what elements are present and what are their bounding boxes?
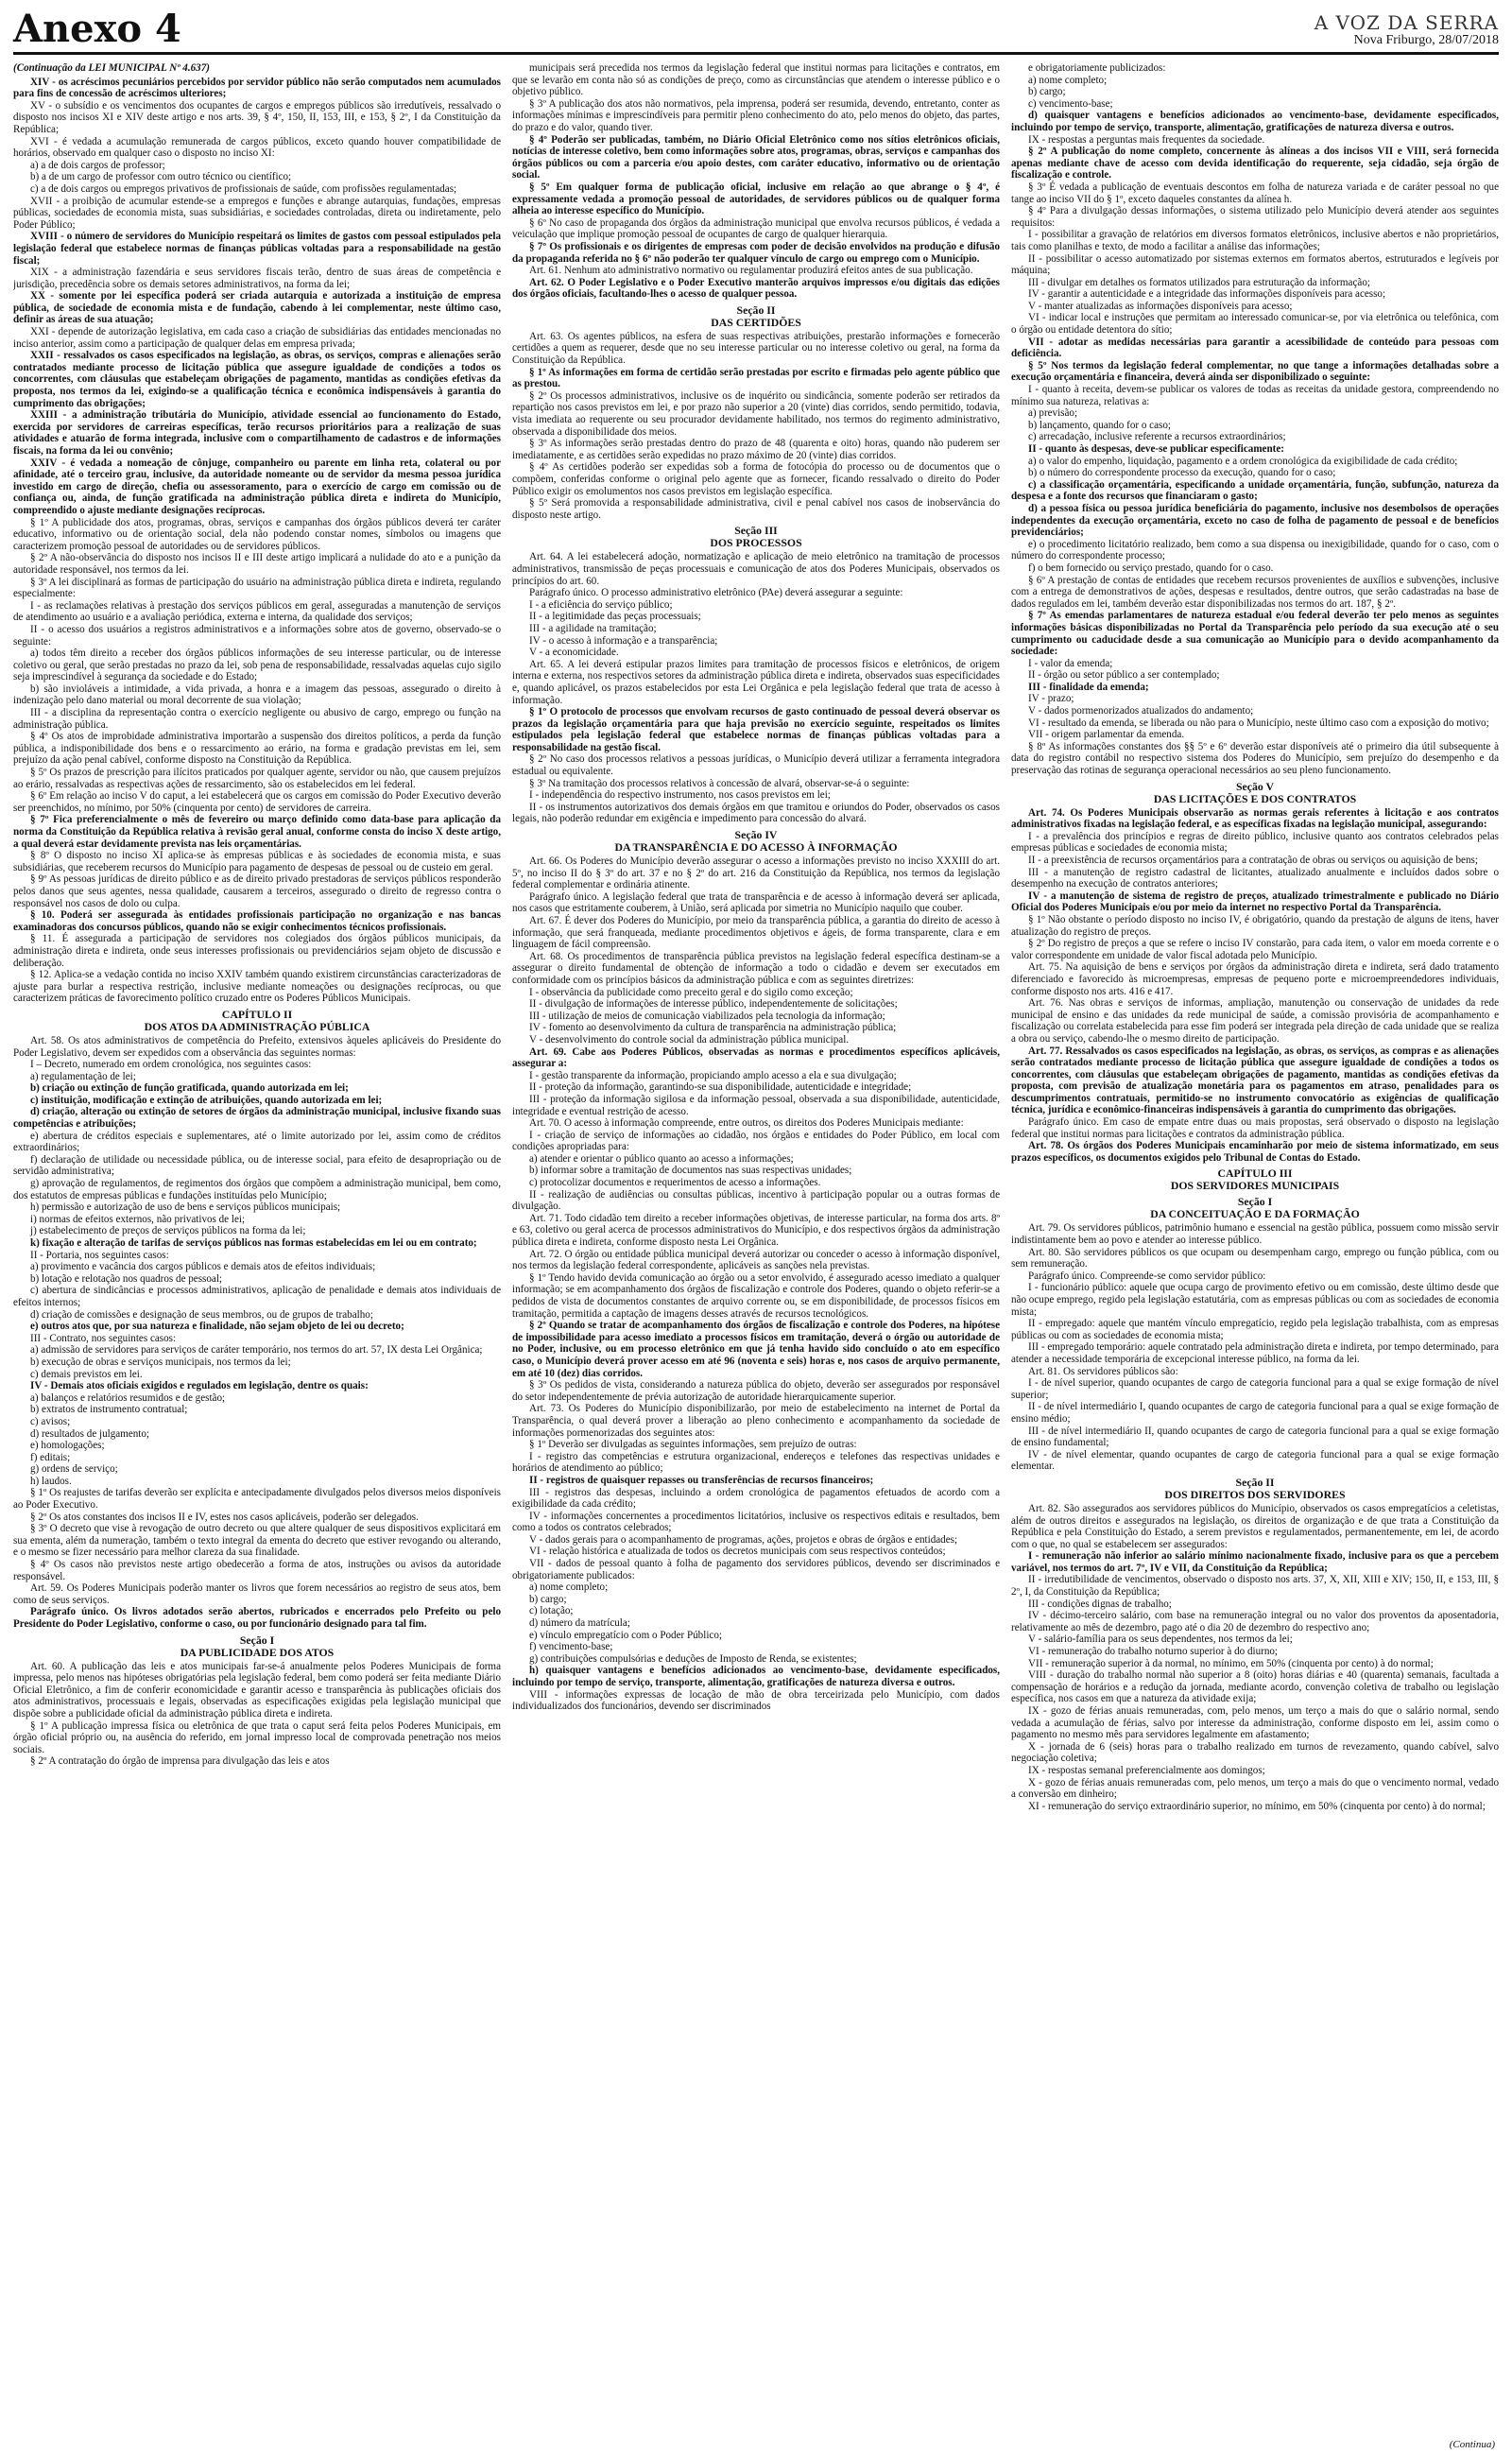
law-paragraph: municipais será precedida nos termos da legislação federal que institui normas para licitações e contratos, em que se levarão em conta não só as condições de preço, como as circunstâncias que atendem o interesse público e o objetivo público.: [512, 62, 1000, 98]
law-paragraph: e obrigatoriamente publicizados:: [1028, 62, 1166, 74]
law-paragraph: I - possibilitar a gravação de relatórios em diversos formatos eletrônicos, inclusive abertos e não proprietários, tais como planilhas e texto, de modo a facilitar a análise das informações;: [1011, 229, 1499, 252]
law-paragraph: Art. 59. Os Poderes Municipais poderão manter os livros que forem necessários ao registro de seus atos, bem como de seus serviços.: [13, 1582, 501, 1606]
law-paragraph: j) estabelecimento de preços de serviços públicos na forma da lei;: [30, 1225, 306, 1237]
law-paragraph: e) outros atos que, por sua natureza e finalidade, não sejam objeto de lei ou decreto;: [30, 1321, 404, 1333]
law-paragraph: f) editais;: [30, 1451, 71, 1463]
law-paragraph: IV - a manutenção de sistema de registro de preços, atualizado trimestralmente e publicado no Diário Oficial dos Poderes Municipais e/ou por meio da internet no respectivo Portal da Transparência.: [1011, 890, 1499, 914]
law-paragraph: XVII - a proibição de acumular estende-se a empregos e funções e abrange autarquias, fundações, empresas públicas, sociedades de economia mista, suas subsidiárias, e sociedades controladas, direta ou indiretamente, pelo Poder Público;: [13, 195, 501, 231]
law-paragraph: § 7º Os profissionais e os dirigentes de empresas com poder de decisão envolvidos na produção e difusão da propaganda referida no § 6º não poderão ter qualquer vínculo de cargo ou emprego com o Município.: [512, 240, 1000, 265]
law-paragraph: § 1º Não obstante o período disposto no inciso IV, é obrigatório, quando da prestação de alguns de itens, haver atualização do registro de preços.: [1011, 913, 1499, 938]
law-paragraph: IX - gozo de férias anuais remuneradas, com, pelo menos, um terço a mais do que o salário normal, sendo vedada a acumulação de férias, salvo por interesse da administração, conforme disposto em lei, assim como o pagamento no mesmo mês para servidores legalmente em afastamento;: [1011, 1705, 1499, 1741]
law-paragraph: § 3º A publicação dos atos não normativos, pela imprensa, poderá ser resumida, devendo, entretanto, conter as informações mínimas e imprescindíveis para permitir pleno conhecimento do ato, pelo menos do objeto, das partes, do prazo e do valor, quando tiver.: [512, 97, 1000, 133]
law-paragraph: d) criação de comissões e designação de seus membros, ou de grupos de trabalho;: [30, 1308, 373, 1321]
section-heading: [512, 304, 1000, 329]
publication-date: Nova Friburgo, 28/07/2018: [1353, 33, 1499, 47]
law-paragraph: § 2º A contratação do órgão de imprensa para divulgação das leis e atos: [30, 1755, 330, 1768]
law-paragraph: II - irredutibilidade de vencimentos, observado o disposto nos arts. 37, X, XII, XIII e XIV; 150, II, e 153, III, § 2º, I, da Constituição da República;: [1011, 1574, 1499, 1599]
law-paragraph: III - divulgar em detalhes os formatos utilizados para estruturação da informação;: [1028, 276, 1370, 288]
law-paragraph: IV - informações concernentes a procedimentos licitatórios, inclusive os respectivos editais e resultados, bem como a todos os contratos celebrados;: [512, 1510, 1000, 1534]
law-paragraph: a) nome completo;: [529, 1581, 609, 1594]
law-paragraph: Art. 79. Os servidores públicos, patrimônio humano e essencial na gestão pública, possuem como missão servir indistintamente bem ao povo e atender ao interesse público.: [1011, 1222, 1499, 1247]
law-paragraph: c) avisos;: [30, 1415, 71, 1427]
section-title: DA CONCEITUAÇÃO E DA FORMAÇÃO: [1150, 1207, 1360, 1221]
law-paragraph: a) regulamentação de lei;: [30, 1070, 136, 1082]
law-paragraph: Art. 70. O acesso à informação compreende, entre outros, os direitos dos Poderes Municipais mediante:: [529, 1117, 964, 1130]
law-paragraph: V - salário-família para os seus dependentes, nos termos da lei;: [1028, 1633, 1293, 1646]
section-heading: [512, 525, 1000, 549]
law-paragraph: § 5º Em qualquer forma de publicação oficial, inclusive em relação ao que abrange o § 4º, é expressamente vedada a promoção pessoal de autoridades, de servidores públicos ou de qualquer forma alheia ao interesse específico do Município.: [512, 181, 1000, 217]
law-paragraph: IV - o acesso à informação e a transparência;: [529, 634, 718, 647]
law-paragraph: § 1º A publicação impressa física ou eletrônica de que trata o caput será feita pelos Poderes Municipais, em órgão oficial próprio ou, na ausência do referido, em jornal impresso local de comprovada penetração nos meios sociais.: [13, 1720, 501, 1755]
section-title: DOS DIREITOS DOS SERVIDORES: [1164, 1487, 1346, 1501]
law-paragraph: d) resultados de julgamento;: [30, 1427, 150, 1440]
law-paragraph: a) previsão;: [1028, 407, 1078, 420]
law-paragraph: Art. 62. O Poder Legislativo e o Poder Executivo manterão arquivos impressos e/ou digitais das edições dos órgãos oficiais, facultando-lhes o acesso de qualquer pessoa.: [512, 276, 1000, 301]
law-paragraph: Art. 61. Nenhum ato administrativo normativo ou regulamentar produzirá efeitos antes de sua publicação.: [529, 265, 973, 277]
law-paragraph: II - proteção da informação, garantindo-se sua disponibilidade, autenticidade e integridade;: [529, 1081, 912, 1094]
law-paragraph: a) admissão de servidores para serviços de caráter temporário, nos termos do art. 57, IX desta Lei Orgânica;: [30, 1344, 483, 1357]
law-paragraph: Art. 69. Cabe aos Poderes Públicos, observadas as normas e procedimentos específicos aplicáveis, assegurar a:: [512, 1046, 1000, 1070]
law-paragraph: c) a classificação orçamentária, especificando a unidade orçamentária, função, subfunção, natureza da despesa e a fonte dos recursos que financiaram o gasto;: [1011, 478, 1499, 503]
law-paragraph: VIII - informações expressas de locação de mão de obra terceirizada pelo Município, com dados individualizados dos funcionários, devendo ser discriminados: [512, 1688, 1000, 1713]
law-paragraph: I - as reclamações relativas à prestação dos serviços públicos em geral, asseguradas a manutenção de serviços de atendimento ao usuário e a avaliação periódica, externa e interna, da qualidade dos serviços;: [13, 599, 501, 624]
law-paragraph: c) demais previstos em lei.: [30, 1368, 143, 1380]
law-paragraph: § 7º Fica preferencialmente o mês de fevereiro ou março definido como data-base para aplicação da norma da Constituição da República relativa à revisão geral anual, conforme consta do inciso X deste artigo, a qual deverá estar devidamente prevista nas leis orçamentárias.: [13, 814, 501, 850]
law-paragraph: I - valor da emenda;: [1028, 657, 1113, 669]
law-paragraph: VI - indicar local e instruções que permitam ao interessado comunicar-se, por via eletrônica ou telefônica, com o órgão ou entidade detentora do sítio;: [1011, 312, 1499, 337]
law-paragraph: § 7º As emendas parlamentares de natureza estadual e/ou federal deverão ter pelo menos as seguintes informações básicas disponibilizadas no Portal da Transparência pelo período da sua execução até o seu cumprimento ou caducidade desde a sua comunicação ao Município para o devido acompanhamento da sociedade:: [1011, 610, 1499, 658]
law-paragraph: § 1º Os reajustes de tarifas deverão ser explícita e antecipadamente divulgados pelos diversos meios disponíveis ao Poder Executivo.: [13, 1487, 501, 1512]
law-paragraph: III - de nível intermediário II, quando ocupantes de cargo de categoria funcional para a qual se exige formação de ensino fundamental;: [1011, 1425, 1499, 1449]
law-paragraph: IV - Demais atos oficiais exigidos e regulados em legislação, dentre os quais:: [30, 1380, 369, 1392]
law-paragraph: II - o acesso dos usuários a registros administrativos e a informações sobre atos de governo, observado-se o seguinte:: [13, 623, 501, 648]
law-paragraph: § 4º Os casos não previstos neste artigo obedecerão a forma de atos, instruções ou avisos da autoridade responsável.: [13, 1559, 501, 1582]
law-paragraph: XX - somente por lei específica poderá ser criada autarquia e autorizada a instituição de empresa pública, de sociedade de economia mista e de fundação, cabendo à lei complementar, neste último caso, definir as áreas de sua atuação;: [13, 290, 501, 326]
law-paragraph: Parágrafo único. A legislação federal que trata de transparência e de acesso à informação deverá ser aplicada, nos casos que estritamente couberem, à União, será aplicada por simetria no Município naquilo que couber.: [512, 890, 1000, 915]
law-paragraph: I - funcionário público: aquele que ocupa cargo de provimento efetivo ou em comissão, deste último desde que não ocupe emprego, regido pela legislação estatutária, com as empresas públicas ou com as sociedades de economia mista;: [1011, 1282, 1499, 1318]
law-paragraph: Art. 73. Os Poderes do Município disponibilizarão, por meio de estabelecimento na internet de Portal da Transparência, o qual deverá prover a liberação ao pleno conhecimento e acompanhamento da sociedade de informações pormenorizadas dos seguintes atos:: [512, 1403, 1000, 1439]
law-paragraph: § 12. Aplica-se a vedação contida no inciso XXIV também quando existirem circunstâncias caracterizadoras de ajuste para burlar a respectiva restrição, inclusive mediante nomeações ou designações recíprocas, ou que caracterizem práticas de favorecimento político cruzado entre os Poderes Públicos Municipais.: [13, 969, 501, 1005]
law-paragraph: § 4º Os atos de improbidade administrativa importarão a suspensão dos direitos políticos, a perda da função pública, a indisponibilidade dos bens e o ressarcimento ao erário, na forma e gradação previstas em lei, sem prejuízo da ação penal cabível, conforme disposto na Constituição da República.: [13, 731, 501, 767]
law-paragraph: Art. 76. Nas obras e serviços de informas, ampliação, manutenção ou conservação de unidades da rede municipal de ensino e das unidades da rede municipal de saúde, a comissão provisória de acompanhamento e fiscalização ou correlata estabelecida para esse fim poderá ser integrada pela direção de cada unidade que se realiza a obra ou serviço, cabendo-lhe o mesmo direito de participação.: [1011, 997, 1499, 1045]
law-paragraph: a) nome completo;: [1028, 74, 1108, 86]
law-paragraph: Art. 72. O órgão ou entidade pública municipal deverá autorizar ou conceder o acesso à informação disponível, nos termos da legislação federal correspondente, aplicáveis as sanções nela previstas.: [512, 1248, 1000, 1272]
law-paragraph: VII - origem parlamentar da emenda.: [1028, 729, 1185, 741]
law-paragraph: g) ordens de serviço;: [30, 1463, 118, 1476]
law-paragraph: § 2º Quando se tratar de acompanhamento dos órgãos de fiscalização e controle dos Poderes, na hipótese de impossibilidade para acesso imediato a processos físicos em tramitação, deverá o órgão ou autoridade de no Poder, inclusive, ou em processo eletrônico em que já tenha havido sido concluído o ato em específico caso, o Município deverá prover acesso em até 96 (noventa e seis) horas e, nos casos de arquivo permanente, em até 10 (dez) dias corridos.: [512, 1320, 1000, 1379]
section-heading: [512, 829, 1000, 854]
law-paragraph: § 1º A publicidade dos atos, programas, obras, serviços e campanhas dos órgãos públicos deverá ter caráter educativo, informativo ou de orientação social, dela não podendo constar nomes, símbolos ou imagens que caracterizem promoção pessoal de autoridades ou de servidores públicos.: [13, 516, 501, 552]
law-paragraph: II - empregado: aquele que mantém vínculo empregatício, regido pela legislação trabalhista, com as empresas públicas ou com as sociedades de economia mista;: [1011, 1318, 1499, 1341]
law-paragraph: III - proteção da informação sigilosa e da informação pessoal, observada a sua disponibilidade, autenticidade, integridade e eventual restrição de acesso.: [512, 1093, 1000, 1117]
law-paragraph: f) vencimento-base;: [529, 1641, 613, 1653]
law-paragraph: § 9º As pessoas jurídicas de direito público e as de direito privado prestadoras de serviços públicos responderão pelos danos que seus agentes, nessa qualidade, causarem a terceiros, assegurado o direito de regresso contra o responsável nos casos de dolo ou culpa.: [13, 873, 501, 909]
law-paragraph: V - desenvolvimento do controle social da administração pública municipal.: [529, 1033, 850, 1046]
law-paragraph: § 8º As informações constantes dos §§ 5º e 6º deverão estar disponíveis até o primeiro dia útil subsequente à data do registro contábil no respectivo sistema dos Poderes do Município, sem prejuízo do desempenho e da preservação das rotinas de segurança operacional necessários ao seu pleno funcionamento.: [1011, 740, 1499, 777]
law-paragraph: VIII - duração do trabalho normal não superior a 8 (oito) horas diárias e 40 (quarenta) semanais, facultada a compensação de horários e a redução da jornada, mediante acordo, convenção coletiva de trabalho ou legislação específica, nos casos em que a natureza da atividade exija;: [1011, 1669, 1499, 1705]
law-paragraph: § 4º As certidões poderão ser expedidas sob a forma de fotocópia do processo ou de documentos que o compõem, conferidas conforme o original pelo agente que as fornecer, ficando ressalvado o direito do Poder Público exigir os emolumentos nos casos previstos em legislação específica.: [512, 461, 1000, 497]
section-title: DA TRANSPARÊNCIA E DO ACESSO À INFORMAÇÃO: [614, 840, 898, 855]
law-paragraph: e) abertura de créditos especiais e suplementares, até o limite autorizado por lei, assim como de créditos extraordinários;: [13, 1130, 501, 1154]
law-paragraph: § 6º Em relação ao inciso V do caput, a lei estabelecerá que os cargos em comissão do Poder Executivo deverão ser preenchidos, no mínimo, por 50% (cinquenta por cento) de servidores de carreira.: [13, 790, 501, 814]
law-paragraph: XV - o subsídio e os vencimentos dos ocupantes de cargos e empregos públicos são irredutíveis, ressalvado o disposto nos incisos XI e XIV deste artigo e nos arts. 39, § 4º, 150, II, 153, III, e 153, § 2º, I da Constituição da República;: [13, 99, 501, 135]
law-paragraph: V - manter atualizadas as informações disponíveis para acesso;: [1028, 300, 1293, 312]
law-paragraph: Art. 82. São assegurados aos servidores públicos do Município, observados os casos empregatícios a celetistas, além de outros direitos e assegurados na legislação, os direitos de organização e de que trata a Constituição da República e pela Constituição do Estado, a serem previstos e regulamentados, permanentemente, em lei, de acordo com o que, no qual se estabelecem ser assegurados:: [1011, 1502, 1499, 1550]
law-paragraph: c) abertura de sindicâncias e processos administrativos, aplicação de penalidade e demais atos individuais de efeitos internos;: [13, 1285, 501, 1308]
section-heading: [13, 1009, 501, 1033]
section-title: DOS SERVIDORES MUNICIPAIS: [1170, 1179, 1340, 1193]
law-paragraph: XXIV - é vedada a nomeação de cônjuge, companheiro ou parente em linha reta, colateral ou por afinidade, até o terceiro grau, inclusive, da autoridade nomeante ou de servidor da mesma pessoa jurídica investido em cargo de direção, chefia ou assessoramento, para o exercício de cargo em comissão ou de confiança ou, ainda, de função gratificada na administração pública direta e indireta do Município, compreendido o ajuste mediante designações recíprocas.: [13, 457, 501, 516]
section-number: Seção IV: [734, 828, 778, 842]
law-paragraph: Art. 80. São servidores públicos os que ocupam ou desempenham cargo, emprego ou função pública, com ou sem remuneração.: [1011, 1246, 1499, 1270]
text-column-2: [512, 62, 1000, 2433]
law-paragraph: § 6º No caso de propaganda dos órgãos da administração municipal que envolva recursos públicos, é vedada a veiculação que implique promoção pessoal de ocupantes de cargo de qualquer hierarquia.: [512, 216, 1000, 241]
law-paragraph: Art. 63. Os agentes públicos, na esfera de suas respectivas atribuições, prestarão informações e fornecerão certidões a quem as requerer, desde que no seu interesse particular ou no interesse coletivo ou geral, na forma da Constituição da República.: [512, 330, 1000, 367]
law-paragraph: XI - remuneração do serviço extraordinário superior, no mínimo, em 50% (cinquenta por cento) à do normal;: [1028, 1800, 1486, 1812]
law-paragraph: b) são invioláveis a intimidade, a vida privada, a honra e a imagem das pessoas, assegurado o direito à indenização pelo dano material ou moral decorrente de sua violação;: [13, 683, 501, 707]
law-paragraph: VI - remuneração do trabalho noturno superior à do diurno;: [1028, 1646, 1279, 1658]
newspaper-name: A VOZ DA SERRA: [1314, 11, 1499, 34]
law-paragraph: § 3º Os pedidos de vista, considerando a natureza pública do objeto, deverão ser assegurados por responsável do setor independentemente de prévia autorização de autoridade hierarquicamente superior.: [512, 1379, 1000, 1403]
law-paragraph: § 8º O disposto no inciso XI aplica-se às empresas públicas e às sociedades de economia mista, e suas subsidiárias, que receberem recursos do Município para pagamento de despesas de pessoal ou de custeio em geral.: [13, 850, 501, 873]
law-paragraph: IV - fomento ao desenvolvimento da cultura de transparência na administração pública;: [529, 1022, 897, 1034]
section-number: Seção II: [736, 302, 776, 317]
law-paragraph: § 2º No caso dos processos relativos a pessoas jurídicas, o Município deverá utilizar a ferramenta integradora estadual ou equivalente.: [512, 753, 1000, 778]
law-paragraph: V - a economicidade.: [529, 647, 619, 659]
section-number: CAPÍTULO II: [221, 1007, 293, 1021]
law-paragraph: VII - adotar as medidas necessárias para garantir a acessibilidade de conteúdo para pessoas com deficiência.: [1011, 336, 1499, 360]
law-paragraph: XVI - é vedada a acumulação remunerada de cargos públicos, exceto quando houver compatibilidade de horários, observado em qualquer caso o disposto no inciso XI:: [13, 135, 501, 160]
law-paragraph: VI - relação histórica e atualizada de todos os decretos municipais com seus respectivos conteúdos;: [529, 1546, 946, 1558]
law-paragraph: I - registro das competências e estrutura organizacional, endereços e telefones das respectivas unidades e horários de atendimento ao público;: [512, 1450, 1000, 1475]
law-paragraph: b) lotação e relotação nos quadros de pessoal;: [30, 1272, 223, 1285]
law-paragraph: § 6º A prestação de contas de entidades que recebem recursos provenientes de auxílios e subvenções, inclusive com a entrega de demonstrativos de ações, despesas e resultados, dentre outros, que serão cadastradas na base de dados regulados em lei, também deverão estar disponibilizadas nos termos do art. 187, § 2º.: [1011, 574, 1499, 610]
law-paragraph: § 1º O protocolo de processos que envolvam recursos de gasto continuado de pessoal deverá observar os prazos da legislação orçamentária para que haja previsão no exercício seguinte, respeitados os limites estipulados pela legislação federal que estabelece normas de finanças públicas voltadas para a responsabilidade na gestão fiscal.: [512, 706, 1000, 753]
law-paragraph: d) número da matrícula;: [529, 1617, 630, 1630]
law-paragraph: III - utilização de meios de comunicação viabilizados pela tecnologia da informação;: [529, 1010, 885, 1022]
law-paragraph: II - realização de audiências ou consultas públicas, incentivo à participação popular ou a outras formas de divulgação.: [512, 1188, 1000, 1213]
section-title: DOS ATOS DA ADMINISTRAÇÃO PÚBLICA: [144, 1019, 370, 1033]
law-paragraph: d) a pessoa física ou pessoa jurídica beneficiária do pagamento, inclusive nos desembolsos de operações independentes da execução orçamentária, exceto no caso de folha de pagamento de pessoal e de benefícios previdenciários;: [1011, 502, 1499, 539]
section-heading: [13, 1634, 501, 1659]
section-number: Seção I: [239, 1633, 275, 1647]
law-paragraph: III - a manutenção de registro cadastral de licitantes, atualizado anualmente e incluídos dados sobre o desempenho na execução de contratos anteriores;: [1011, 866, 1499, 890]
section-title: DA PUBLICIDADE DOS ATOS: [180, 1645, 335, 1659]
law-paragraph: II - órgão ou setor público a ser contemplado;: [1028, 669, 1220, 682]
law-paragraph: Art. 64. A lei estabelecerá adoção, normatização e aplicação de meio eletrônico na tramitação de processos administrativos, transmissão de peças processuais e comunicação de atos dos Poderes Municipais, observados os princípios do art. 60.: [512, 551, 1000, 587]
law-paragraph: b) informar sobre a tramitação de documentos nas suas respectivas unidades;: [529, 1165, 852, 1177]
law-paragraph: II - possibilitar o acesso automatizado por sistemas externos em formatos abertos, estruturados e legíveis por máquina;: [1011, 252, 1499, 277]
law-paragraph: Art. 77. Ressalvados os casos especificados na legislação, as obras, os serviços, as compras e as alienações serão contratados mediante processo de licitação pública que assegure igualdade de condições a todos os concorrentes, com cláusulas que estabeleçam obrigações de pagamento, mantidas as condições efetivas da proposta, com previsão de atualização monetária para os pagamentos em atraso, penalidades para os descumprimentos contratuais, permitido-se no instrumento convocatório as exigências de qualificação técnica, jurídica e econômico-financeiras indispensáveis à garantia do cumprimento das obrigações.: [1011, 1045, 1499, 1116]
text-column-1: [13, 62, 501, 2433]
law-paragraph: Art. 75. Na aquisição de bens e serviços por órgãos da administração direta e indireta, será dado tratamento diferenciado e favorecido às microempresas, empresas de pequeno porte e microempreendedores individuais, conforme disposto nos arts. 416 e 417.: [1011, 961, 1499, 997]
section-heading: [1011, 781, 1499, 805]
law-paragraph: b) lançamento, quando for o caso;: [1028, 419, 1171, 431]
law-paragraph: XIV - os acréscimos pecuniários percebidos por servidor público não serão computados nem acumulados para fins de concessão de acréscimos ulteriores;: [13, 76, 501, 100]
law-paragraph: i) normas de efeitos externos, não privativos de lei;: [30, 1213, 246, 1225]
text-columns: [13, 62, 1499, 2433]
law-paragraph: III - empregado temporário: aquele contratado pela administração direta e indireta, por tempo determinado, para atender a necessidade temporária de excepcional interesse público, na forma da lei.: [1011, 1341, 1499, 1365]
law-paragraph: I – Decreto, numerado em ordem cronológica, nos seguintes casos:: [30, 1059, 312, 1071]
section-heading: [1011, 1196, 1499, 1220]
section-number: Seção II: [1235, 1475, 1275, 1489]
law-paragraph: IV - de nível elementar, quando ocupantes de cargo de categoria funcional para a qual se exige formação elementar.: [1011, 1448, 1499, 1473]
law-paragraph: e) vínculo empregatício com o Poder Público;: [529, 1629, 722, 1641]
law-paragraph: II - registros de quaisquer repasses ou transferências de recursos financeiros;: [529, 1474, 874, 1486]
section-title: DAS CERTIDÕES: [711, 315, 801, 329]
law-paragraph: § 4º Para a divulgação dessas informações, o sistema utilizado pelo Município deverá atender aos seguintes requisitos:: [1011, 205, 1499, 229]
section-number: CAPÍTULO III: [1217, 1167, 1293, 1181]
law-paragraph: § 2º Do registro de preços a que se refere o inciso IV constarão, para cada item, o valor em moeda corrente e o valor correspondente em unidade de valor fiscal adotada pelo Município.: [1011, 938, 1499, 961]
law-paragraph: II - divulgação de informações de interesse público, independentemente de solicitações;: [529, 998, 898, 1011]
law-paragraph: VI - resultado da emenda, se liberada ou não para o Município, neste último caso com a exposição do motivo;: [1028, 717, 1489, 729]
law-paragraph: a) atender e orientar o público quanto ao acesso a informações;: [529, 1152, 794, 1165]
text-column-3: [1011, 62, 1499, 2433]
law-paragraph: h) quaisquer vantagens e benefícios adicionados ao vencimento-base, devidamente especificados, incluindo por tempo de serviço, transporte, alimentação, gratificações de natureza diversa e outros.: [512, 1665, 1000, 1688]
law-paragraph: XXIII - a administração tributária do Município, atividade essencial ao funcionamento do Estado, exercida por servidores de carreiras específicas, terão recursos prioritários para a realização de suas atividades e atuarão de forma integrada, inclusive com o compartilhamento de cadastros e de informações fiscais, na forma da lei ou convênio;: [13, 409, 501, 457]
law-paragraph: III - registros das despesas, incluindo a ordem cronológica de pagamentos efetuados de acordo com a exigibilidade da cada crédito;: [512, 1486, 1000, 1511]
continued-marker: (Continua): [1449, 2439, 1495, 2450]
law-paragraph: § 1º Tendo havido devida comunicação ao órgão ou a setor envolvido, é assegurado acesso imediato a qualquer informação; se em acompanhamento dos órgãos de fiscalização e controle dos Poderes, quando o objeto referir-se a pedidos de vista de documentos constantes de arquivo corrente ou, se em disponibilidade, de processos físicos em tramitação, permitida a captação de imagens desses através de recursos tecnológicos.: [512, 1271, 1000, 1320]
law-paragraph: a) a de dois cargos de professor;: [30, 159, 165, 171]
law-paragraph: § 2º Os processos administrativos, inclusive os de inquérito ou sindicância, somente poderão ser retirados da repartição nos casos previstos em lei, e por prazo não superior a 20 (vinte) dias corridos, sendo permitido, todavia, vista imediata ao requerente ou seu procurador devidamente habilitado, nos termos do regimento administrativo, observada a disponibilidade dos meios.: [512, 389, 1000, 438]
law-paragraph: X - gozo de férias anuais remuneradas com, pelo menos, um terço a mais do que o vencimento normal, vedado a conversão em dinheiro;: [1011, 1776, 1499, 1801]
law-paragraph: I - remuneração não inferior ao salário mínimo nacionalmente fixado, inclusive para os que a percebem variável, nos termos do art. 7º, IV e VII, da Constituição da República;: [1011, 1550, 1499, 1574]
law-paragraph: § 11. É assegurada a participação de servidores nos colegiados dos órgãos públicos municipais, da administração direta e indireta, onde seus interesses profissionais ou previdenciários sejam objeto de discussão e deliberação.: [13, 933, 501, 969]
law-paragraph: VII - remuneração superior à da normal, no mínimo, em 50% (cinquenta por cento) à do normal;: [1028, 1657, 1434, 1669]
law-paragraph: c) protocolizar documentos e requerimentos de acesso a informações.: [529, 1177, 821, 1189]
law-paragraph: a) provimento e vacância dos cargos públicos e demais atos de efeitos individuais;: [30, 1261, 376, 1273]
continuation-note: (Continuação da LEI MUNICIPAL Nº 4.637): [13, 62, 210, 74]
law-paragraph: IX - respostas semanal preferencialmente aos domingos;: [1028, 1764, 1265, 1776]
law-paragraph: I - observância da publicidade como preceito geral e do sigilo como exceção;: [529, 986, 853, 998]
law-paragraph: b) cargo;: [1028, 86, 1066, 98]
law-paragraph: b) extratos de instrumento contratual;: [30, 1404, 188, 1416]
section-heading: [1011, 1477, 1499, 1501]
section-number: Seção III: [734, 524, 778, 538]
law-paragraph: Parágrafo único. Em caso de empate entre duas ou mais propostas, será observado o disposto na legislação federal que institui normas para licitações e contratos da administração pública.: [1011, 1116, 1499, 1140]
law-paragraph: Art. 60. A publicação das leis e atos municipais far-se-á anualmente pelos Poderes Municipais de forma impressa, pelo menos nas hipóteses obrigatórias pela legislação federal, bem como poderá ser feita mediante Diário Oficial Eletrônico, a fim de conferir economicidade e garantir acesso e transparência às publicações oficiais dos atos administrativos, processuais e legais, observadas as especificações exigidas pela legislação municipal que dispõe sobre a publicidade oficial da administração pública direta e indireta.: [13, 1660, 501, 1720]
law-paragraph: Parágrafo único. Os livros adotados serão abertos, rubricados e encerrados pelo Prefeito ou pelo Presidente do Poder Legislativo, conforme o caso, ou por funcionário designado para tal fim.: [13, 1606, 501, 1630]
law-paragraph: III - a disciplina da representação contra o exercício negligente ou abusivo de cargo, emprego ou função na administração pública.: [13, 707, 501, 731]
law-paragraph: XXI - depende de autorização legislativa, em cada caso a criação de subsidiárias das entidades mencionadas no inciso anterior, assim como a participação de qualquer delas em empresa privada;: [13, 326, 501, 350]
law-paragraph: XVIII - o número de servidores do Município respeitará os limites de gastos com pessoal estipulados pela legislação federal que estabelece normas de finanças públicas voltadas para a responsabilidade na gestão fiscal;: [13, 231, 501, 267]
law-paragraph: Art. 71. Todo cidadão tem direito a receber informações objetivas, de interesse particular, na forma dos arts. 8º e 63, coletivo ou geral acerca de processos administrativos do Município, e dos respectivos órgãos da administração pública direta e indireta, conforme disposto nesta Lei Orgânica.: [512, 1212, 1000, 1249]
law-paragraph: § 5º Será promovida a responsabilidade administrativa, civil e penal cabível nos casos de inobservância do disposto neste artigo.: [512, 497, 1000, 521]
law-paragraph: Art. 66. Os Poderes do Município deverão assegurar o acesso a informações previsto no inciso XXXIII do art. 5º, no inciso II do § 3º do art. 37 e no § 2º do art. 216 da Constituição da República, nos termos da legislação federal complementar e ordinária atinente.: [512, 855, 1000, 891]
law-paragraph: c) lotação;: [529, 1605, 574, 1617]
law-paragraph: a) balanços e relatórios resumidos e de gestão;: [30, 1391, 226, 1404]
law-paragraph: § 1º As informações em forma de certidão serão prestadas por escrito e firmadas pelo agente público que as prestou.: [512, 366, 1000, 390]
law-paragraph: I - independência do respectivo instrumento, nos casos previstos em lei;: [529, 789, 831, 802]
law-paragraph: § 3º A lei disciplinará as formas de participação do usuário na administração pública direta e indireta, regulando especialmente:: [13, 576, 501, 600]
newspaper-brand: [1314, 12, 1499, 48]
law-paragraph: Art. 58. Os atos administrativos de competência do Prefeito, extensivos àqueles aplicáveis do Presidente do Poder Legislativo, devem ser expedidos com a observância das seguintes normas:: [13, 1034, 501, 1059]
law-paragraph: § 3º Na tramitação dos processos relativos à concessão de alvará, observar-se-á o seguinte:: [529, 777, 910, 789]
law-paragraph: Art. 81. Os servidores públicos são:: [1028, 1365, 1178, 1377]
law-paragraph: § 2º Os atos constantes dos incisos II e IV, estes nos casos aplicáveis, poderão ser delegados.: [30, 1511, 419, 1523]
law-paragraph: X - jornada de 6 (seis) horas para o trabalho realizado em turnos de revezamento, quando cabível, salvo negociação coletiva;: [1011, 1740, 1499, 1765]
law-paragraph: VII - dados de pessoal quanto à folha de pagamento dos servidores públicos, devendo ser discriminados e obrigatoriamente publicados:: [512, 1558, 1000, 1581]
law-paragraph: e) o procedimento licitatório realizado, bem como a sua dispensa ou inexigibilidade, quando for o caso, com o número do correspondente processo;: [1011, 538, 1499, 562]
law-paragraph: V - dados gerais para o acompanhamento de programas, ações, projetos e obras de órgãos e entidades;: [529, 1533, 958, 1546]
law-paragraph: b) cargo;: [529, 1593, 567, 1605]
section-number: Seção V: [1235, 779, 1275, 793]
law-paragraph: V - dados pormenorizados atualizados do andamento;: [1028, 705, 1254, 717]
law-paragraph: II - de nível intermediário I, quando ocupantes de cargo de categoria funcional para a qual se exige formação de ensino médio;: [1011, 1401, 1499, 1425]
law-paragraph: II - a legitimidade das peças processuais;: [529, 611, 701, 623]
law-paragraph: III - Contrato, nos seguintes casos:: [30, 1332, 177, 1344]
law-paragraph: c) arrecadação, inclusive referente a recursos extraordinários;: [1028, 431, 1286, 443]
law-paragraph: IX - respostas a perguntas mais frequentes da sociedade.: [1028, 133, 1265, 146]
law-paragraph: Parágrafo único. Compreende-se como servidor público:: [1028, 1270, 1266, 1282]
law-paragraph: d) quaisquer vantagens e benefícios adicionados ao vencimento-base, devidamente especificados, incluindo por tempo de serviço, transporte, alimentação, gratificações de natureza diversa e outros.: [1011, 110, 1499, 133]
law-paragraph: § 3º As informações serão prestadas dentro do prazo de 48 (quarenta e oito) horas, quando não puderem ser imediatamente, e as certidões serão expedidas no prazo máximo de 20 (vinte) dias corridos.: [512, 438, 1000, 461]
law-paragraph: § 2º A publicação do nome completo, concernente às alíneas a dos incisos VII e VIII, será fornecida apenas mediante chave de acesso com devida identificação do requerente, seja cidadão, seja órgão de fiscalização e controle.: [1011, 146, 1499, 181]
law-paragraph: c) vencimento-base;: [1028, 97, 1113, 110]
law-paragraph: § 10. Poderá ser assegurada às entidades profissionais participação no organização e nas bancas examinadoras dos concursos públicos, quando não se exigir conhecimentos técnicos profissionais.: [13, 909, 501, 933]
law-paragraph: b) a de um cargo de professor com outro técnico ou científico;: [30, 171, 292, 183]
law-paragraph: b) execução de obras e serviços municipais, nos termos da lei;: [30, 1356, 291, 1368]
law-paragraph: g) aprovação de regulamentos, de regimentos dos órgãos que compõem a administração municipal, bem como, dos estatutos de empresas públicas e fundações instituídas pelo Município;: [13, 1178, 501, 1201]
law-paragraph: § 2º A não-observância do disposto nos incisos II e III deste artigo implicará a nulidade do ato e a punição da autoridade responsável, nos termos da lei.: [13, 552, 501, 576]
law-paragraph: III - condições dignas de trabalho;: [1028, 1598, 1172, 1610]
law-paragraph: Art. 67. É dever dos Poderes do Município, por meio da transparência pública, a garantia do direito de acesso à informação, que será franqueada, mediante procedimentos objetivos e ágeis, de forma transparente, clara e em linguagem de fácil compreensão.: [512, 915, 1000, 951]
law-paragraph: II - quanto às despesas, deve-se publicar especificamente:: [1028, 443, 1284, 455]
law-paragraph: XIX - a administração fazendária e seus servidores fiscais terão, dentro de suas áreas de competência e jurisdição, precedência sobre os demais setores administrativos, na forma da lei;: [13, 267, 501, 290]
section-title: DAS LICITAÇÕES E DOS CONTRATOS: [1153, 791, 1357, 805]
law-paragraph: I - a prevalência dos princípios e regras de direito público, inclusive quanto aos contratos celebrados pelas empresas públicas e sociedades de economia mista;: [1011, 830, 1499, 855]
law-paragraph: a) todos têm direito a receber dos órgãos públicos informações de seu interesse particular, ou de interesse coletivo ou geral, que serão prestadas no prazo da lei, sob pena de responsabilidade, ressalvadas aquelas cujo sigilo seja imprescindível à segurança da sociedade e do Estado;: [13, 648, 501, 683]
law-paragraph: a) o valor do empenho, liquidação, pagamento e a ordem cronológica da exigibilidade de cada crédito;: [1028, 455, 1458, 467]
law-paragraph: Parágrafo único. O processo administrativo eletrônico (PAe) deverá assegurar a seguinte:: [529, 587, 903, 599]
section-title: DOS PROCESSOS: [710, 536, 802, 550]
law-paragraph: § 3º É vedada a publicação de eventuais descontos em folha de natureza variada e de caráter pessoal no que tange ao inciso VII do § 1º, exceto daqueles constantes da alínea h.: [1011, 181, 1499, 205]
law-paragraph: § 3º O decreto que vise à revogação de outro decreto ou que altere qualquer de seus dispositivos explicitará em sua ementa, além da numeração, também o texto integral da ementa do decreto que estiver revogando ou alterando, e o mesmo se fizer necessário para melhor clareza da sua finalidade.: [13, 1523, 501, 1559]
law-paragraph: e) homologações;: [30, 1440, 105, 1452]
law-paragraph: k) fixação e alteração de tarifas de serviços públicos nas formas estabelecidas em lei ou em contrato;: [30, 1237, 477, 1249]
law-paragraph: I - quanto à receita, devem-se publicar os valores de todas as receitas da unidade gestora, compreendendo no mínimo sua natureza, relativas a:: [1011, 384, 1499, 407]
law-paragraph: § 4º Poderão ser publicadas, também, no Diário Oficial Eletrônico como nos sítios eletrônicos oficiais, notícias de interesse coletivo, bem como informações sobre atos, programas, obras, serviços e campanhas dos órgãos públicos ou com a parceria e/ou apoio destes, com caráter educativo, informativo ou de orientação social.: [512, 133, 1000, 181]
law-paragraph: Art. 78. Os órgãos dos Poderes Municipais encaminharão por meio de sistema informatizado, em seus prazos específicos, os documentos exigidos pelo Tribunal de Contas do Estado.: [1011, 1140, 1499, 1164]
law-paragraph: Art. 74. Os Poderes Municipais observarão as normas gerais referentes à licitação e aos contratos administrativos fixadas na legislação federal, e as específicas fixadas na legislação municipal, assegurando:: [1011, 806, 1499, 831]
law-paragraph: I - gestão transparente da informação, propiciando amplo acesso a ela e sua divulgação;: [529, 1069, 897, 1081]
law-paragraph: c) instituição, modificação e extinção de atribuições, quando autorizada em lei;: [30, 1094, 383, 1106]
law-paragraph: I - de nível superior, quando ocupantes de cargo de categoria funcional para a qual se exige formação de nível superior;: [1011, 1377, 1499, 1401]
law-paragraph: h) permissão e autorização de uso de bens e serviços públicos municipais;: [30, 1201, 341, 1214]
law-paragraph: f) declaração de utilidade ou necessidade pública, ou de interesse social, para efeito de desapropriação ou de servidão administrativa;: [13, 1153, 501, 1178]
law-paragraph: b) criação ou extinção de função gratificada, quando autorizada em lei;: [30, 1082, 349, 1095]
law-paragraph: I - criação de serviço de informações ao cidadão, nos órgãos e entidades do Poder Público, em local com condições apropriadas para:: [512, 1129, 1000, 1153]
law-paragraph: h) laudos.: [30, 1475, 72, 1487]
law-paragraph: II - os instrumentos autorizativos dos demais órgãos em que tramitou e oriundos do Poder, observados os casos legais, não poderão redundar em exigência e impedimento para concessão do alvará.: [512, 801, 1000, 825]
section-number: Seção I: [1237, 1195, 1273, 1209]
section-heading: [1011, 1167, 1499, 1192]
masthead: [13, 0, 1499, 55]
law-paragraph: IV - décimo-terceiro salário, com base na remuneração integral ou no valor dos proventos da aposentadoria, relativamente ao mês de dezembro, pago até o dia 20 de dezembro do respectivo ano;: [1011, 1610, 1499, 1633]
page-title: Anexo 4: [13, 7, 181, 51]
law-paragraph: IV - garantir a autenticidade e a integridade das informações disponíveis para acesso;: [1028, 288, 1386, 301]
law-paragraph: II - a preexistência de recursos orçamentários para a contratação de obras ou serviços ou aquisição de bens;: [1028, 855, 1478, 866]
law-paragraph: XXII - ressalvados os casos especificados na legislação, as obras, os serviços, compras e alienações serão contratados mediante processo de licitação pública que assegure igualdade de condições a todos os concorrentes, com cláusulas que estabeleçam obrigações de pagamento, mantidas as condições efetivas da proposta, nos termos da lei, exigindo-se a qualificação técnica e econômica indispensáveis à garantia do cumprimento das obrigações;: [13, 350, 501, 409]
law-paragraph: III - a agilidade na tramitação;: [529, 622, 657, 634]
law-paragraph: § 5º Nos termos da legislação federal complementar, no que tange a informações detalhadas sobre a execução orçamentária e financeira, deverá ainda ser disponibilizado o seguinte:: [1011, 359, 1499, 384]
law-paragraph: § 5º Os prazos de prescrição para ilícitos praticados por qualquer agente, servidor ou não, que causem prejuízos ao erário, ressalvadas as respectivas ações de ressarcimento, são os estabelecidos em lei federal.: [13, 767, 501, 790]
law-paragraph: III - finalidade da emenda;: [1028, 681, 1149, 693]
law-paragraph: d) criação, alteração ou extinção de setores de órgãos da administração municipal, inclusive fixando suas competências e atribuições;: [13, 1106, 501, 1131]
law-paragraph: Art. 68. Os procedimentos de transparência pública previstos na legislação federal específica destinam-se a assegurar o direito fundamental de obtenção de informação a todo o cidadão e devem ser executados em conformidade com os princípios básicos da administração pública e com as seguintes diretrizes:: [512, 950, 1000, 986]
law-paragraph: II - Portaria, nos seguintes casos:: [30, 1249, 169, 1261]
law-paragraph: Art. 65. A lei deverá estipular prazos limites para tramitação de processos físicos e eletrônicos, de origem interna e externa, nos respectivos setores da administração pública direta e indireta, observados suas especificidades e, quando aplicável, os prazos estabelecidos por esta Lei Orgânica e pela legislação federal que trata de acesso à informação.: [512, 658, 1000, 706]
law-paragraph: c) a de dois cargos ou empregos privativos de profissionais de saúde, com profissões regulamentadas;: [30, 182, 457, 195]
law-paragraph: IV - prazo;: [1028, 693, 1074, 705]
law-paragraph: g) contribuições compulsórias e deduções de Imposto de Renda, se existentes;: [529, 1652, 857, 1665]
law-paragraph: f) o bem fornecido ou serviço prestado, quando for o caso.: [1028, 562, 1274, 574]
law-paragraph: b) o número do correspondente processo da execução, quando for o caso;: [1028, 467, 1336, 479]
law-paragraph: I - a eficiência do serviço público;: [529, 598, 673, 611]
law-paragraph: § 1º Deverão ser divulgadas as seguintes informações, sem prejuízo de outras:: [529, 1439, 857, 1451]
